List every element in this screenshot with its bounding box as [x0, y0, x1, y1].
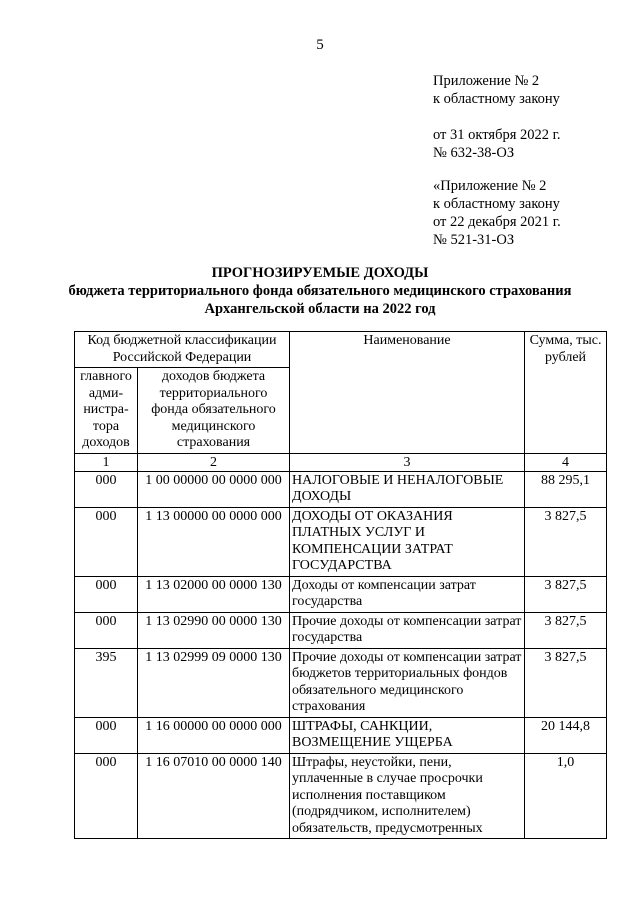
table-row [75, 507, 607, 576]
income-name-cell: НАЛОГОВЫЕ И НЕНАЛОГОВЫЕ ДОХОДЫ [290, 471, 525, 507]
table-row [75, 648, 607, 717]
appendix-original-line2: к областному закону [433, 196, 560, 212]
admin-code-cell: 000 [75, 717, 138, 753]
sum-cell: 3 827,5 [525, 507, 607, 576]
income-name-cell: Доходы от компенсации затрат государства [290, 576, 525, 612]
table-row [75, 576, 607, 612]
sum-cell: 88 295,1 [525, 471, 607, 507]
title-line3: Архангельской области на 2022 год [204, 301, 436, 317]
sum-cell: 1,0 [525, 753, 607, 839]
appendix-current-line2: к областному закону [433, 91, 560, 107]
appendix-original-line3: от 22 декабря 2021 г. [433, 214, 561, 230]
appendix-current-line3: от 31 октября 2022 г. [433, 127, 561, 143]
page-number: 5 [316, 37, 324, 53]
income-name-cell: Прочие доходы от компенсации затрат бюджетов территориальных фондов обязательного медицинского страхования [290, 648, 525, 717]
table-row [75, 612, 607, 648]
income-table [74, 331, 607, 839]
header-name: Наименование [290, 332, 525, 454]
column-number-4: 4 [525, 453, 607, 471]
sum-cell: 3 827,5 [525, 648, 607, 717]
sum-cell: 3 827,5 [525, 576, 607, 612]
appendix-original-line4: № 521-31-ОЗ [433, 232, 515, 248]
income-code-cell: 1 13 02999 09 0000 130 [138, 648, 290, 717]
admin-code-cell: 000 [75, 471, 138, 507]
income-code-cell: 1 16 00000 00 0000 000 [138, 717, 290, 753]
income-name-cell: ШТРАФЫ, САНКЦИИ, ВОЗМЕЩЕНИЕ УЩЕРБА [290, 717, 525, 753]
header-admin-code: главного адми-нистра-тора доходов [75, 368, 138, 454]
income-code-cell: 1 13 00000 00 0000 000 [138, 507, 290, 576]
header-classification-code: Код бюджетной классификации Российской Федерации [75, 332, 290, 368]
table-row [75, 717, 607, 753]
admin-code-cell: 000 [75, 753, 138, 839]
income-code-cell: 1 13 02990 00 0000 130 [138, 612, 290, 648]
column-number-1: 1 [75, 453, 138, 471]
header-sum: Сумма, тыс. рублей [525, 332, 607, 454]
table-row [75, 753, 607, 839]
appendix-current-law [433, 72, 561, 162]
income-code-cell: 1 16 07010 00 0000 140 [138, 753, 290, 839]
column-number-3: 3 [290, 453, 525, 471]
income-code-cell: 1 00 00000 00 0000 000 [138, 471, 290, 507]
admin-code-cell: 000 [75, 612, 138, 648]
document-title [0, 264, 640, 318]
admin-code-cell: 000 [75, 507, 138, 576]
admin-code-cell: 000 [75, 576, 138, 612]
title-line2: бюджета территориального фонда обязательного медицинского страхования [68, 283, 572, 299]
appendix-original-law [433, 177, 561, 249]
appendix-current-line4: № 632-38-ОЗ [433, 145, 515, 161]
header-income-code: доходов бюджета территориального фонда обязательного медицинского страхования [138, 368, 290, 454]
appendix-current-line1: Приложение № 2 [433, 73, 540, 89]
title-line1: ПРОГНОЗИРУЕМЫЕ ДОХОДЫ [211, 265, 429, 281]
income-code-cell: 1 13 02000 00 0000 130 [138, 576, 290, 612]
sum-cell: 3 827,5 [525, 612, 607, 648]
income-name-cell: Штрафы, неустойки, пени, уплаченные в случае просрочки исполнения поставщиком (подрядчиком, исполнителем) обязательств, предусмотренных [290, 753, 525, 839]
income-name-cell: Прочие доходы от компенсации затрат государства [290, 612, 525, 648]
admin-code-cell: 395 [75, 648, 138, 717]
appendix-original-line1: «Приложение № 2 [433, 178, 547, 194]
sum-cell: 20 144,8 [525, 717, 607, 753]
table-row [75, 471, 607, 507]
income-name-cell: ДОХОДЫ ОТ ОКАЗАНИЯ ПЛАТНЫХ УСЛУГ И КОМПЕНСАЦИИ ЗАТРАТ ГОСУДАРСТВА [290, 507, 525, 576]
column-number-2: 2 [138, 453, 290, 471]
